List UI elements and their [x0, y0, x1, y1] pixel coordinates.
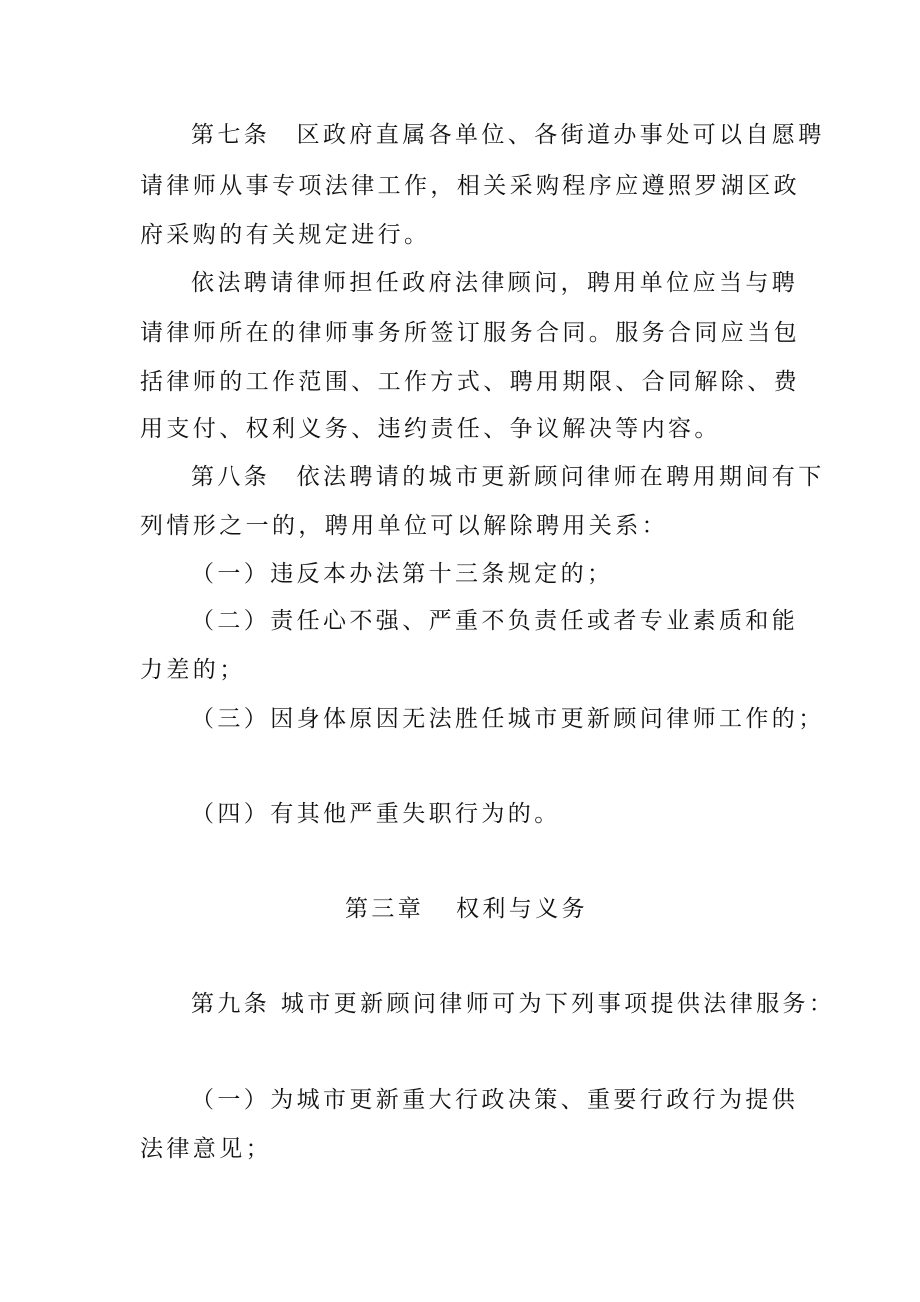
article-7-para-2-line-4: 用支付、权利义务、违约责任、争议解决等内容。 [140, 416, 721, 442]
article-8-item-3: （三）因身体原因无法胜任城市更新顾问律师工作的； [191, 706, 825, 732]
article-8-item-1: （一）违反本办法第十三条规定的； [191, 561, 614, 587]
article-7-line-3: 府采购的有关规定进行。 [140, 222, 431, 248]
article-8-item-2-line-2: 力差的； [140, 657, 246, 683]
article-7-line-2: 请律师从事专项法律工作，相关采购程序应遵照罗湖区政 [140, 173, 800, 199]
article-7-para-2-line-2: 请律师所在的律师事务所签订服务合同。服务合同应当包 [140, 320, 800, 346]
article-8-item-4: （四）有其他严重失职行为的。 [191, 801, 561, 827]
article-8-line-2: 列情形之一的，聘用单位可以解除聘用关系： [140, 513, 668, 539]
article-9-item-1-line-1: （一）为城市更新重大行政决策、重要行政行为提供 [191, 1087, 799, 1113]
article-9-line-1: 第九条 城市更新顾问律师可为下列事项提供法律服务： [191, 991, 836, 1017]
article-7-line-1: 第七条 区政府直属各单位、各街道办事处可以自愿聘 [191, 122, 825, 148]
article-8-line-1: 第八条 依法聘请的城市更新顾问律师在聘用期间有下 [191, 464, 825, 490]
chapter-number: 第三章 [345, 896, 425, 922]
article-8-item-2-line-1: （二）责任心不强、严重不负责任或者专业素质和能 [191, 608, 799, 634]
article-7-para-2-line-1: 依法聘请律师担任政府法律顾问，聘用单位应当与聘 [191, 270, 799, 296]
article-7-para-2-line-3: 括律师的工作范围、工作方式、聘用期限、合同解除、费 [140, 369, 800, 395]
chapter-title: 权利与义务 [456, 896, 588, 922]
article-9-item-1-line-2: 法律意见； [140, 1136, 272, 1162]
